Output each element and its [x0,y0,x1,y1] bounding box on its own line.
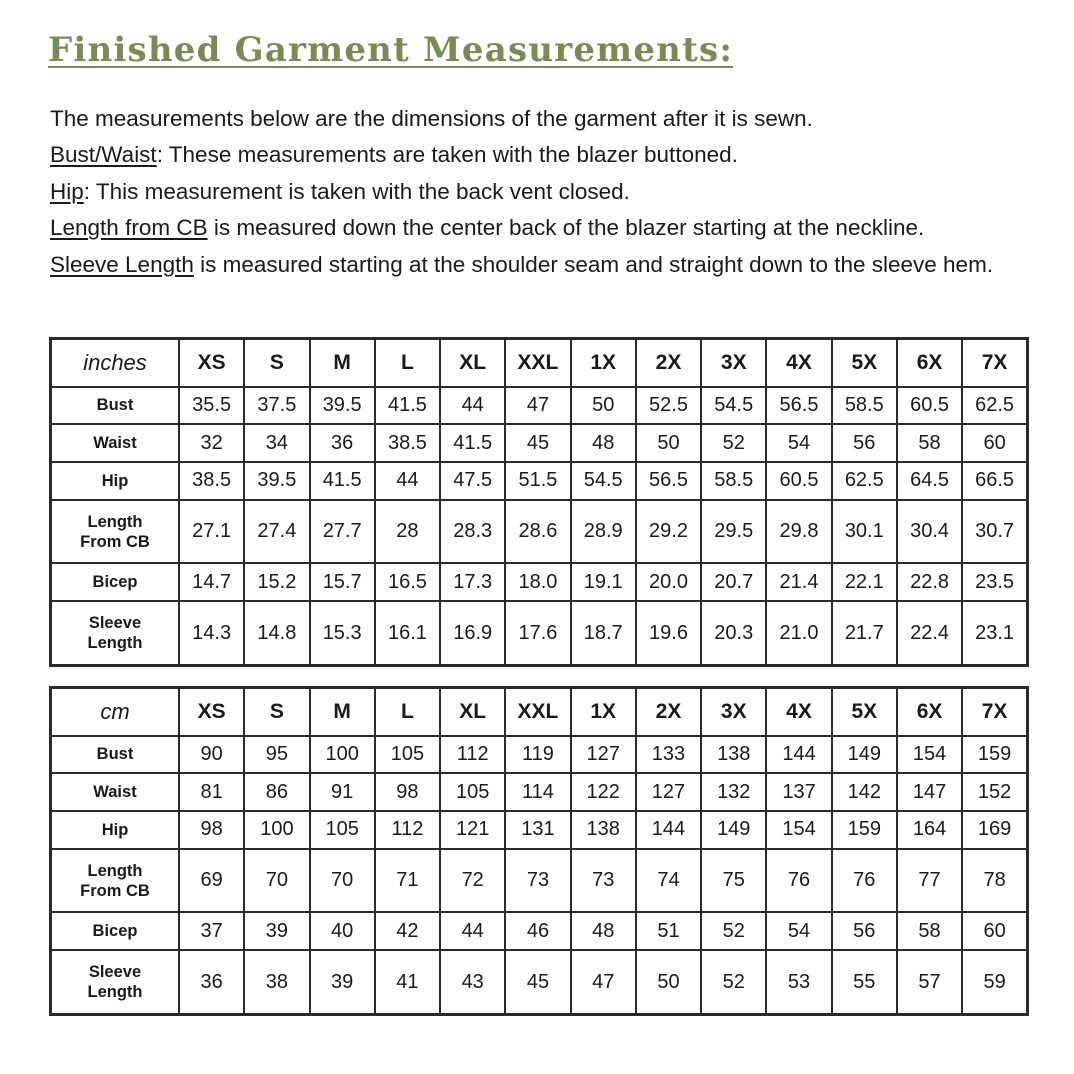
measurement-cell: 27.4 [244,500,309,564]
measurement-cell: 74 [636,849,701,913]
row-label-line: Length [87,983,143,1002]
measurement-cell: 23.5 [962,563,1027,601]
measurement-cell: 50 [636,424,701,462]
measurement-cell: 54.5 [701,387,766,425]
row-label [51,601,180,665]
measurement-cell: 127 [571,736,636,774]
measurement-cell: 144 [636,811,701,849]
measurement-cell: 60.5 [766,462,831,500]
measurement-cell: 75 [701,849,766,913]
measurement-cell: 47 [505,387,570,425]
row-label [51,563,180,601]
measurement-cell: 18.0 [505,563,570,601]
measurement-cell: 91 [310,773,375,811]
size-header: 4X [766,339,831,387]
measurement-cell: 105 [375,736,440,774]
measurement-cell: 138 [571,811,636,849]
measurement-cell: 29.8 [766,500,831,564]
measurement-cell: 39 [244,912,309,950]
size-header: 1X [571,339,636,387]
measurement-cell: 51.5 [505,462,570,500]
inches-size-table [49,337,1029,667]
measurement-cell: 57 [897,950,962,1014]
measurement-row [51,387,1028,425]
measurement-cell: 60 [962,424,1027,462]
measurement-cell: 147 [897,773,962,811]
measurement-cell: 69 [179,849,244,913]
measurement-cell: 154 [766,811,831,849]
measurement-cell: 142 [832,773,897,811]
measurement-row [51,950,1028,1014]
measurement-cell: 37 [179,912,244,950]
measurement-cell: 19.1 [571,563,636,601]
size-header: XL [440,339,505,387]
measurement-cell: 50 [636,950,701,1014]
measurement-cell: 36 [310,424,375,462]
size-header: 6X [897,688,962,736]
measurement-cell: 58 [897,424,962,462]
measurement-cell: 100 [310,736,375,774]
term-bust-waist: Bust/Waist [50,142,157,168]
measurement-cell: 22.8 [897,563,962,601]
measurement-cell: 77 [897,849,962,913]
measurement-cell: 54.5 [571,462,636,500]
row-label [51,912,180,950]
measurement-cell: 132 [701,773,766,811]
size-header: 2X [636,339,701,387]
measurement-row [51,811,1028,849]
measurement-cell: 34 [244,424,309,462]
measurement-cell: 60.5 [897,387,962,425]
measurement-cell: 52.5 [636,387,701,425]
measurement-cell: 39.5 [310,387,375,425]
row-label-line: Hip [101,471,129,490]
term-sleeve-length: Sleeve Length [50,251,194,277]
measurement-cell: 53 [766,950,831,1014]
measurement-cell: 114 [505,773,570,811]
measurement-cell: 39 [310,950,375,1014]
measurement-row [51,563,1028,601]
size-header: 7X [962,339,1027,387]
measurement-cell: 27.7 [310,500,375,564]
size-header: 5X [832,339,897,387]
size-header: 3X [701,339,766,387]
measurement-cell: 73 [505,849,570,913]
size-header: M [310,688,375,736]
measurement-cell: 64.5 [897,462,962,500]
measurement-cell: 47 [571,950,636,1014]
measurement-row [51,424,1028,462]
measurement-cell: 23.1 [962,601,1027,665]
measurement-cell: 105 [440,773,505,811]
size-header: 6X [897,339,962,387]
measurement-cell: 38.5 [179,462,244,500]
measurement-cell: 137 [766,773,831,811]
measurement-cell: 22.1 [832,563,897,601]
size-header: 4X [766,688,831,736]
measurement-cell: 41 [375,950,440,1014]
measurement-cell: 32 [179,424,244,462]
row-label-line: Waist [93,783,137,802]
measurement-cell: 112 [440,736,505,774]
measurement-cell: 62.5 [832,462,897,500]
size-header: L [375,339,440,387]
measurement-cell: 19.6 [636,601,701,665]
measurement-cell: 18.7 [571,601,636,665]
measurement-cell: 45 [505,424,570,462]
size-header: S [244,339,309,387]
measurement-cell: 16.5 [375,563,440,601]
measurement-cell: 76 [832,849,897,913]
intro-line: Length from CB is measured down the center back of the blazer starting at the neckline. [50,215,925,241]
measurement-cell: 45 [505,950,570,1014]
measurement-cell: 154 [897,736,962,774]
size-header: XL [440,688,505,736]
measurement-cell: 48 [571,912,636,950]
size-header: 7X [962,688,1027,736]
measurement-cell: 58 [897,912,962,950]
measurement-cell: 73 [571,849,636,913]
unit-label: cm [51,688,180,736]
size-header: XS [179,339,244,387]
measurement-cell: 15.3 [310,601,375,665]
size-header-row [51,339,1028,387]
measurement-cell: 21.4 [766,563,831,601]
measurement-cell: 14.3 [179,601,244,665]
measurement-cell: 149 [832,736,897,774]
measurement-cell: 47.5 [440,462,505,500]
measurement-cell: 78 [962,849,1027,913]
measurement-cell: 149 [701,811,766,849]
size-header: XS [179,688,244,736]
size-header: 3X [701,688,766,736]
row-label-line: Sleeve [88,963,142,982]
row-label-line: Length [87,512,143,531]
row-label [51,849,180,913]
measurement-cell: 152 [962,773,1027,811]
measurement-cell: 144 [766,736,831,774]
measurement-cell: 40 [310,912,375,950]
measurement-cell: 105 [310,811,375,849]
measurement-cell: 21.7 [832,601,897,665]
measurement-cell: 20.0 [636,563,701,601]
size-header: M [310,339,375,387]
unit-label: inches [51,339,180,387]
measurement-row [51,462,1028,500]
measurement-cell: 56 [832,424,897,462]
measurement-cell: 59 [962,950,1027,1014]
measurement-cell: 41.5 [375,387,440,425]
measurement-row [51,736,1028,774]
measurement-cell: 56.5 [636,462,701,500]
row-label-line: Length [87,861,143,880]
measurement-cell: 119 [505,736,570,774]
intro-line: Hip: This measurement is taken with the back vent closed. [50,178,630,204]
row-label [51,773,180,811]
size-header: 1X [571,688,636,736]
measurement-cell: 72 [440,849,505,913]
intro-text [50,101,1040,283]
measurement-cell: 39.5 [244,462,309,500]
measurement-cell: 112 [375,811,440,849]
measurement-cell: 15.2 [244,563,309,601]
row-label-line: Sleeve [88,614,142,633]
measurement-cell: 133 [636,736,701,774]
intro-line: Bust/Waist: These measurements are taken with the blazer buttoned. [50,142,738,168]
measurement-cell: 56.5 [766,387,831,425]
measurement-cell: 54 [766,912,831,950]
measurement-cell: 44 [440,912,505,950]
measurement-cell: 60 [962,912,1027,950]
size-header: XXL [505,688,570,736]
measurement-cell: 90 [179,736,244,774]
cm-size-table [49,686,1029,1016]
measurement-cell: 48 [571,424,636,462]
measurement-cell: 28.6 [505,500,570,564]
measurement-cell: 20.3 [701,601,766,665]
row-label-line: Bicep [92,922,138,941]
row-label-line: Waist [93,434,137,453]
measurement-cell: 62.5 [962,387,1027,425]
measurement-cell: 100 [244,811,309,849]
row-label [51,462,180,500]
measurement-row [51,912,1028,950]
measurement-cell: 76 [766,849,831,913]
measurement-cell: 14.7 [179,563,244,601]
size-header: S [244,688,309,736]
measurement-row [51,773,1028,811]
size-header: XXL [505,339,570,387]
measurement-cell: 98 [375,773,440,811]
measurement-cell: 52 [701,950,766,1014]
size-header-row [51,688,1028,736]
measurement-cell: 27.1 [179,500,244,564]
measurement-cell: 38.5 [375,424,440,462]
measurement-cell: 36 [179,950,244,1014]
measurement-cell: 58.5 [701,462,766,500]
measurement-row [51,500,1028,564]
row-label-line: Bust [96,396,134,415]
measurement-cell: 127 [636,773,701,811]
row-label [51,424,180,462]
measurement-cell: 21.0 [766,601,831,665]
measurement-cell: 41.5 [310,462,375,500]
measurement-cell: 30.1 [832,500,897,564]
measurement-cell: 28.9 [571,500,636,564]
measurement-cell: 51 [636,912,701,950]
measurement-cell: 159 [832,811,897,849]
measurement-cell: 70 [310,849,375,913]
measurement-cell: 50 [571,387,636,425]
measurement-cell: 159 [962,736,1027,774]
term-hip: Hip [50,178,84,204]
size-header: 2X [636,688,701,736]
measurement-cell: 122 [571,773,636,811]
measurement-cell: 38 [244,950,309,1014]
measurement-cell: 42 [375,912,440,950]
measurement-cell: 43 [440,950,505,1014]
measurement-row [51,601,1028,665]
measurement-cell: 56 [832,912,897,950]
row-label [51,950,180,1014]
measurement-cell: 169 [962,811,1027,849]
measurement-cell: 14.8 [244,601,309,665]
row-label-line: From CB [80,881,150,900]
measurement-cell: 66.5 [962,462,1027,500]
row-label [51,387,180,425]
measurement-cell: 54 [766,424,831,462]
measurement-cell: 17.3 [440,563,505,601]
measurement-cell: 81 [179,773,244,811]
term-length-from-cb: Length from CB [50,215,208,241]
measurement-cell: 71 [375,849,440,913]
measurement-cell: 70 [244,849,309,913]
row-label-line: Hip [101,820,129,839]
measurement-cell: 37.5 [244,387,309,425]
measurement-cell: 98 [179,811,244,849]
measurement-cell: 95 [244,736,309,774]
measurement-cell: 35.5 [179,387,244,425]
measurement-cell: 30.4 [897,500,962,564]
measurement-cell: 15.7 [310,563,375,601]
measurement-cell: 52 [701,912,766,950]
measurement-cell: 138 [701,736,766,774]
measurement-cell: 121 [440,811,505,849]
measurement-cell: 131 [505,811,570,849]
measurement-cell: 44 [440,387,505,425]
measurement-cell: 29.5 [701,500,766,564]
row-label-line: From CB [80,532,150,551]
measurement-row [51,849,1028,913]
intro-line: Sleeve Length is measured starting at the shoulder seam and straight down to the sleeve hem. [50,251,994,277]
measurement-cell: 16.9 [440,601,505,665]
measurement-cell: 58.5 [832,387,897,425]
measurement-cell: 28 [375,500,440,564]
measurement-cell: 16.1 [375,601,440,665]
row-label-line: Bust [96,745,134,764]
measurement-cell: 164 [897,811,962,849]
row-label [51,500,180,564]
measurement-cell: 46 [505,912,570,950]
measurement-cell: 86 [244,773,309,811]
measurement-cell: 41.5 [440,424,505,462]
size-header: L [375,688,440,736]
measurement-cell: 17.6 [505,601,570,665]
row-label-line: Bicep [92,573,138,592]
row-label [51,736,180,774]
measurement-cell: 52 [701,424,766,462]
page-title: Finished Garment Measurements: [48,30,734,70]
measurement-cell: 55 [832,950,897,1014]
measurement-cell: 28.3 [440,500,505,564]
measurement-cell: 20.7 [701,563,766,601]
intro-line: The measurements below are the dimensions of the garment after it is sewn. [50,106,813,131]
measurement-cell: 29.2 [636,500,701,564]
measurement-cell: 44 [375,462,440,500]
size-header: 5X [832,688,897,736]
measurement-cell: 30.7 [962,500,1027,564]
row-label-line: Length [87,634,143,653]
row-label [51,811,180,849]
measurement-cell: 22.4 [897,601,962,665]
